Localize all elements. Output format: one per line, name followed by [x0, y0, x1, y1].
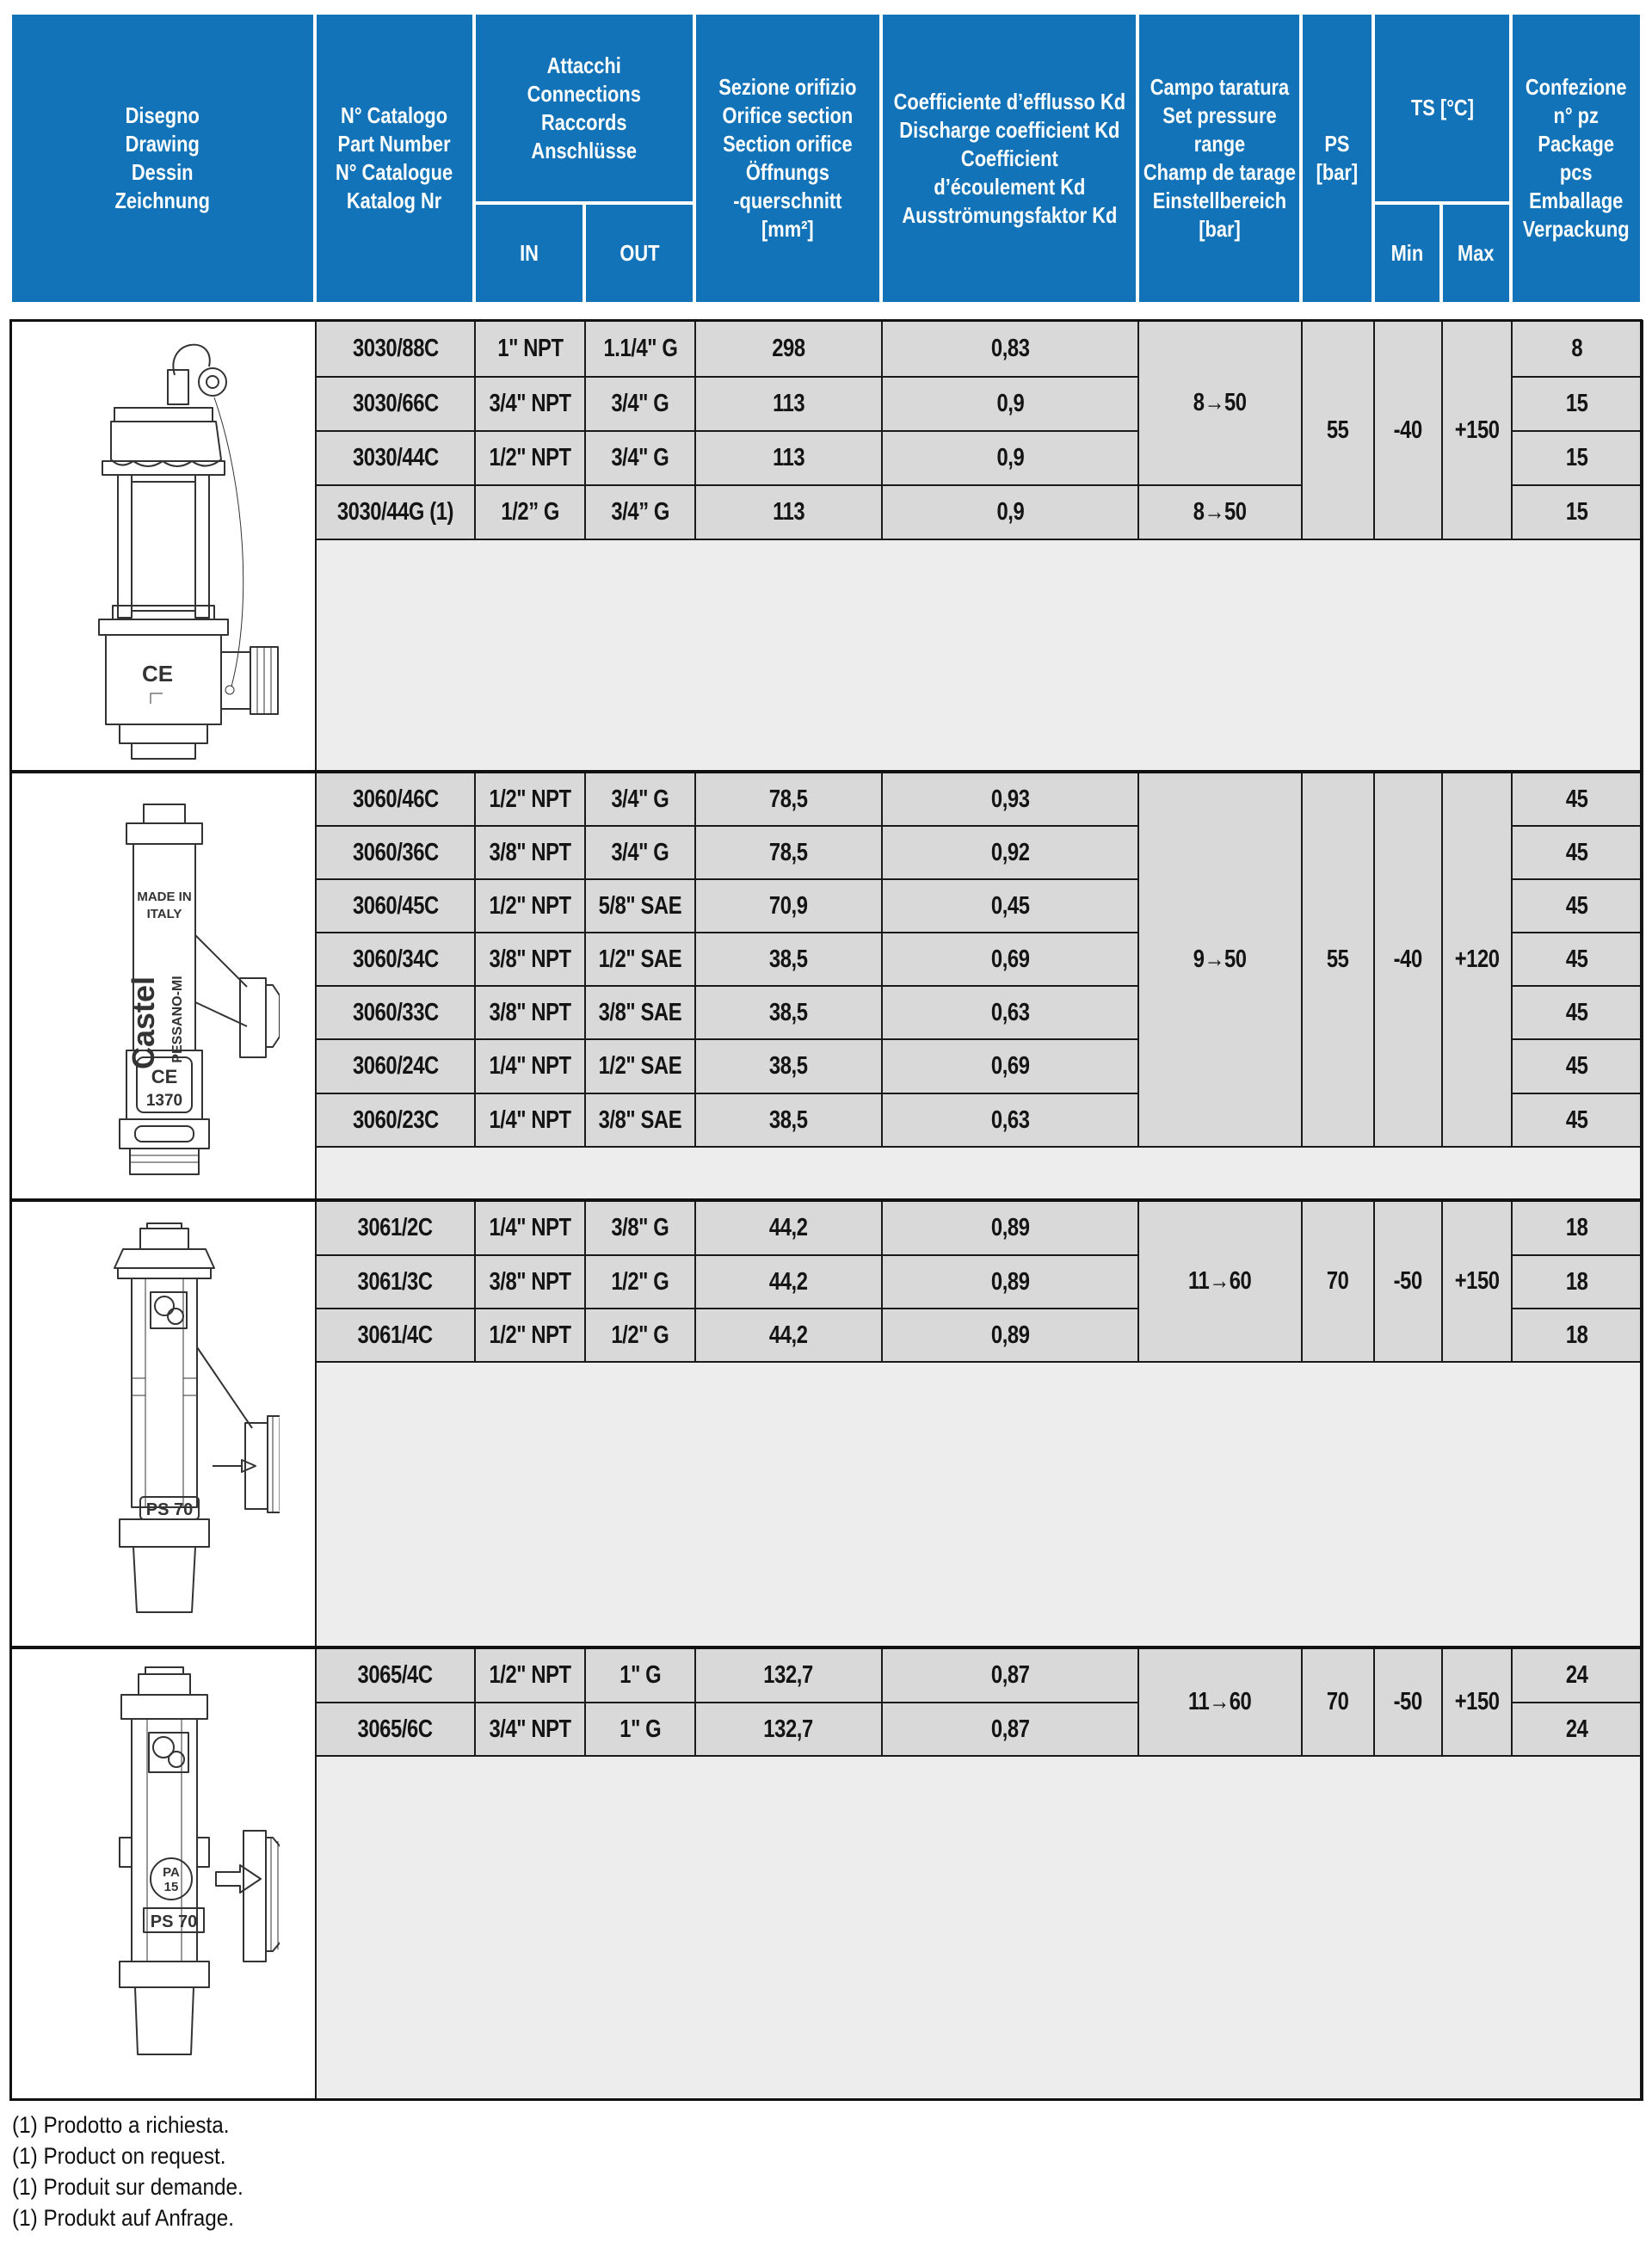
valve-3061-illustration [47, 1218, 280, 1631]
package-cell: 15 [1511, 430, 1643, 486]
ps-cell: 55 [1301, 772, 1375, 1148]
valve-drawing-3061 [10, 1200, 317, 1649]
conn-out-cell: 3/4" G [584, 430, 696, 486]
conn-out-cell: 3/4” G [584, 484, 696, 540]
package-cell: 45 [1511, 878, 1643, 933]
part-number-cell: 3060/36C [315, 825, 476, 880]
orifice-cell: 38,5 [694, 1093, 883, 1148]
ps-cell: 70 [1301, 1647, 1375, 1757]
package-cell: 15 [1511, 376, 1643, 432]
set-range-cell: 11→60 [1137, 1647, 1303, 1757]
footnote-it: (1) Prodotto a richiesta. [12, 2112, 230, 2138]
header-drawing: Disegno Drawing Dessin Zeichnung [10, 13, 315, 304]
orifice-cell: 44,2 [694, 1200, 883, 1256]
conn-out-cell: 1/2" SAE [584, 932, 696, 987]
kd-cell: 0,93 [881, 772, 1139, 827]
empty-area [315, 1755, 1643, 2101]
conn-in-cell: 1/2” G [474, 484, 586, 540]
made-in-text: MADE IN [137, 890, 192, 904]
kd-cell: 0,63 [881, 985, 1139, 1040]
conn-out-cell: 3/8" G [584, 1200, 696, 1256]
header-ts-min: Min [1373, 203, 1441, 304]
footnote-de: (1) Produkt auf Anfrage. [12, 2205, 235, 2231]
set-range-cell: 9→50 [1137, 772, 1303, 1148]
package-cell: 45 [1511, 772, 1643, 827]
conn-in-cell: 1/4" NPT [474, 1200, 586, 1256]
kd-cell: 0,69 [881, 1038, 1139, 1094]
kd-cell: 0,89 [881, 1200, 1139, 1256]
part-number-cell: 3061/3C [315, 1254, 476, 1309]
pa-value-text: 15 [163, 1880, 179, 1894]
footnote-en: (1) Product on request. [12, 2143, 226, 2169]
notified-body-text: 1370 [145, 1092, 183, 1110]
ps70-label-text: PS 70 [150, 1912, 198, 1931]
conn-in-cell: 1/4" NPT [474, 1038, 586, 1094]
orifice-cell: 132,7 [694, 1647, 883, 1703]
header-connections: Attacchi Connections Raccords Anschlüsse [474, 13, 694, 203]
package-cell: 24 [1511, 1702, 1643, 1757]
conn-out-cell: 3/8" SAE [584, 985, 696, 1040]
kd-cell: 0,9 [881, 376, 1139, 432]
kd-cell: 0,87 [881, 1647, 1139, 1703]
orifice-cell: 38,5 [694, 985, 883, 1040]
conn-in-cell: 3/8" NPT [474, 1254, 586, 1309]
kd-cell: 0,45 [881, 878, 1139, 933]
package-cell: 45 [1511, 1038, 1643, 1094]
package-cell: 45 [1511, 932, 1643, 987]
empty-area [315, 539, 1643, 773]
ps-cell: 55 [1301, 320, 1375, 540]
conn-in-cell: 1/2" NPT [474, 1647, 586, 1703]
header-ts-max: Max [1441, 203, 1511, 304]
orifice-cell: 132,7 [694, 1702, 883, 1757]
header-connection-out: OUT [584, 203, 694, 304]
conn-in-cell: 3/8" NPT [474, 985, 586, 1040]
header-ps: PS [bar] [1301, 13, 1373, 304]
part-number-cell: 3060/24C [315, 1038, 476, 1094]
orifice-cell: 298 [694, 320, 883, 378]
part-number-cell: 3030/44C [315, 430, 476, 486]
conn-in-cell: 3/4" NPT [474, 376, 586, 432]
part-number-cell: 3065/6C [315, 1702, 476, 1757]
conn-out-cell: 3/4" G [584, 825, 696, 880]
conn-in-cell: 3/8" NPT [474, 825, 586, 880]
ps70-label-text: PS 70 [145, 1500, 194, 1519]
part-number-cell: 3065/4C [315, 1647, 476, 1703]
package-cell: 18 [1511, 1254, 1643, 1309]
footnote-fr: (1) Produit sur demande. [12, 2174, 243, 2200]
orifice-cell: 38,5 [694, 932, 883, 987]
kd-cell: 0,63 [881, 1093, 1139, 1148]
part-number-cell: 3030/44G (1) [315, 484, 476, 540]
kd-cell: 0,69 [881, 932, 1139, 987]
conn-out-cell: 3/4" G [584, 772, 696, 827]
ts-max-cell: +150 [1441, 1200, 1513, 1363]
part-number-cell: 3060/23C [315, 1093, 476, 1148]
header-discharge-coefficient: Coefficiente d’efflusso Kd Discharge coefficient Kd Coefficient d’écoulement Kd Ausströmungsfaktor Kd [881, 13, 1137, 304]
conn-out-cell: 5/8" SAE [584, 878, 696, 933]
header-connection-in: IN [474, 203, 584, 304]
conn-in-cell: 3/8" NPT [474, 932, 586, 987]
orifice-cell: 44,2 [694, 1308, 883, 1363]
ts-min-cell: -40 [1373, 320, 1443, 540]
part-number-cell: 3060/33C [315, 985, 476, 1040]
conn-out-cell: 1/2" G [584, 1254, 696, 1309]
ce-mark-text: CE [141, 660, 174, 687]
orifice-cell: 70,9 [694, 878, 883, 933]
orifice-cell: 78,5 [694, 825, 883, 880]
kd-cell: 0,89 [881, 1308, 1139, 1363]
part-number-cell: 3061/4C [315, 1308, 476, 1363]
package-cell: 45 [1511, 985, 1643, 1040]
package-cell: 45 [1511, 825, 1643, 880]
kd-cell: 0,92 [881, 825, 1139, 880]
conn-in-cell: 1" NPT [474, 320, 586, 378]
ce-mark-text: CE [151, 1066, 178, 1087]
ts-min-cell: -50 [1373, 1200, 1443, 1363]
header-part-number: N° Catalogo Part Number N° Catalogue Katalog Nr [315, 13, 474, 304]
package-cell: 24 [1511, 1647, 1643, 1703]
ts-max-cell: +150 [1441, 1647, 1513, 1757]
conn-out-cell: 1" G [584, 1647, 696, 1703]
kd-cell: 0,89 [881, 1254, 1139, 1309]
ts-min-cell: -40 [1373, 772, 1443, 1148]
ts-min-cell: -50 [1373, 1647, 1443, 1757]
conn-in-cell: 1/4" NPT [474, 1093, 586, 1148]
part-number-cell: 3030/66C [315, 376, 476, 432]
kd-cell: 0,9 [881, 430, 1139, 486]
kd-cell: 0,83 [881, 320, 1139, 378]
valve-drawing-3060 [10, 772, 317, 1202]
empty-area [315, 1361, 1643, 1649]
italy-text: ITALY [146, 907, 182, 921]
conn-out-cell: 1/2" G [584, 1308, 696, 1363]
set-range-cell: 8→50 [1137, 320, 1303, 486]
pa-label-text: PA [163, 1865, 180, 1880]
part-number-cell: 3060/45C [315, 878, 476, 933]
valve-drawing-3030 [10, 320, 317, 773]
valve-3060-illustration [47, 798, 280, 1176]
header-orifice-section: Sezione orifizio Orifice section Section orifice Öffnungs -querschnitt [mm²] [694, 13, 881, 304]
set-range-cell: 8→50 [1137, 484, 1303, 540]
conn-out-cell: 3/4" G [584, 376, 696, 432]
valve-3065-illustration [47, 1666, 280, 2083]
part-number-cell: 3060/34C [315, 932, 476, 987]
conn-out-cell: 1" G [584, 1702, 696, 1757]
orifice-cell: 113 [694, 376, 883, 432]
valve-drawing-3065 [10, 1647, 317, 2101]
conn-in-cell: 1/2" NPT [474, 878, 586, 933]
footnotes [12, 2109, 269, 2233]
conn-in-cell: 3/4" NPT [474, 1702, 586, 1757]
orifice-cell: 44,2 [694, 1254, 883, 1309]
conn-in-cell: 1/2" NPT [474, 430, 586, 486]
conn-in-cell: 1/2" NPT [474, 772, 586, 827]
orifice-cell: 38,5 [694, 1038, 883, 1094]
ts-max-cell: +150 [1441, 320, 1513, 540]
kd-cell: 0,9 [881, 484, 1139, 540]
set-range-cell: 11→60 [1137, 1200, 1303, 1363]
header-ts: TS [°C] [1373, 13, 1511, 203]
valve-3030-illustration [47, 332, 280, 762]
pessano-text: PESSANO-MI [170, 976, 185, 1063]
part-number-cell: 3061/2C [315, 1200, 476, 1256]
orifice-cell: 78,5 [694, 772, 883, 827]
conn-out-cell: 1.1/4" G [584, 320, 696, 378]
header-package: Confezione n° pz Package pcs Emballage Verpackung [1511, 13, 1642, 304]
part-number-cell: 3030/88C [315, 320, 476, 378]
conn-in-cell: 1/2" NPT [474, 1308, 586, 1363]
kd-cell: 0,87 [881, 1702, 1139, 1757]
package-cell: 15 [1511, 484, 1643, 540]
conn-out-cell: 1/2" SAE [584, 1038, 696, 1094]
header-set-pressure-range: Campo taratura Set pressure range Champ de tarage Einstellbereich [bar] [1137, 13, 1301, 304]
conn-out-cell: 3/8" SAE [584, 1093, 696, 1148]
ps-cell: 70 [1301, 1200, 1375, 1363]
ts-max-cell: +120 [1441, 772, 1513, 1148]
empty-area [315, 1146, 1643, 1202]
castel-brand-text: Castel [126, 976, 161, 1070]
orifice-cell: 113 [694, 484, 883, 540]
part-number-cell: 3060/46C [315, 772, 476, 827]
package-cell: 45 [1511, 1093, 1643, 1148]
package-cell: 18 [1511, 1200, 1643, 1256]
package-cell: 18 [1511, 1308, 1643, 1363]
orifice-cell: 113 [694, 430, 883, 486]
package-cell: 8 [1511, 320, 1643, 378]
